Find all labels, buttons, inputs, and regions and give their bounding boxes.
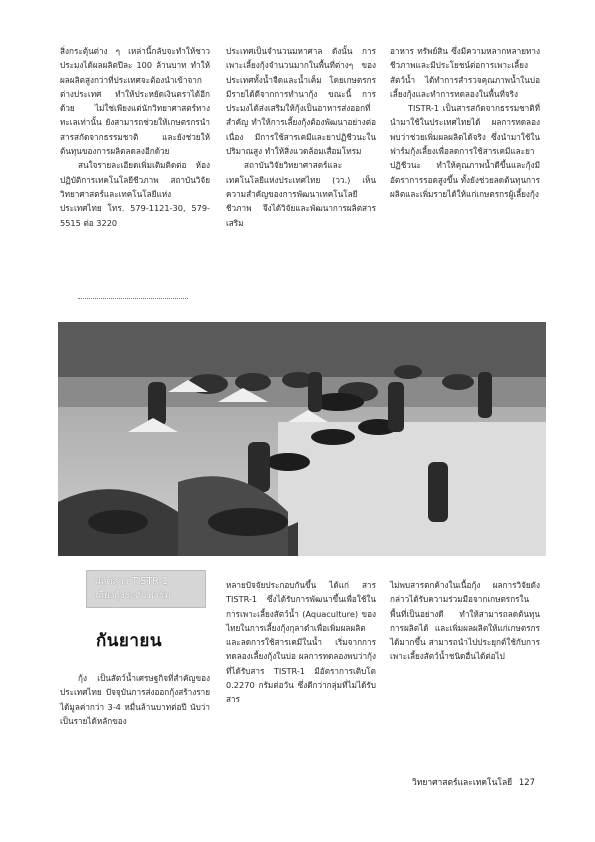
column-top-left <box>60 44 210 230</box>
body-text: สถาบันวิจัยวิทยาศาสตร์และเทคโนโลยีแห่งประเทศไทย (วว.) เห็นความสำคัญของการพัฒนาเทคโนโลยีชีวภาพ จึงได้วิจัยและพัฒนาการผลิตสารเสริม <box>226 160 376 228</box>
column-top-right <box>390 44 540 201</box>
boxed-title <box>86 570 206 608</box>
column-top-mid <box>226 44 376 230</box>
section-heading: กันยายน <box>96 631 163 651</box>
body-text: อาหาร ทรัพย์สิน ซึ่งมีความหลากหลายทางชีวภาพและมีประโยชน์ต่อการเพาะเลี้ยงสัตว์น้ำ ได้ทำการสำรวจคุณภาพน้ำในบ่อเลี้ยงกุ้งและทำการทดลองในพื้นที่จริง <box>390 46 540 99</box>
column-bottom-right <box>390 578 540 664</box>
shrimp-farmers-photo <box>58 322 546 556</box>
page-number: 127 <box>518 778 536 788</box>
boxed-title-line2: เลี้ยงกุ้งระดับฟาร์ม <box>95 590 171 601</box>
column-bottom-left <box>60 671 210 728</box>
body-text: หลายปัจจัยประกอบกันขึ้น ได้แก่ สาร TISTR-1 ซึ่งได้รับการพัฒนาขึ้นเพื่อใช้ในการเพาะเลี้ยงสัตว์น้ำ (Aquaculture) ของไทยในการเลี้ยงกุ้งกุลาดำเพื่อเพิ่มผลผลิตและลดการใช้สารเคมีในน้ำ เริ่มจากการทดลองเลี้ยงกุ้งในบ่อ ผลการทดลองพบว่ากุ้งที่ได้รับสาร TISTR-1 มีอัตราการเติบโต 0.2270 กรัมต่อวัน ซึ่งดีกว่ากลุ่มที่ไม่ได้รับสาร <box>226 580 376 705</box>
body-text: กุ้ง เป็นสัตว์น้ำเศรษฐกิจที่สำคัญของประเทศไทย ปัจจุบันการส่งออกกุ้งสร้างรายได้มูลค่ากว่า 3-4 หมื่นล้านบาทต่อปี นับว่าเป็นรายได้หลักของ <box>60 673 210 726</box>
boxed-title-line1: ผลิตสาร TISTR-1 <box>95 576 168 587</box>
divider <box>78 298 188 299</box>
journal-name: วิทยาศาสตร์และเทคโนโลยี <box>412 778 513 788</box>
body-text: TISTR-1 เป็นสารสกัดจากธรรมชาติที่นำมาใช้ในประเทศไทยได้ ผลการทดลองพบว่าช่วยเพิ่มผลผลิตได้จริง ซึ่งนำมาใช้ในฟาร์มกุ้งเลี้ยงเพื่อลดการใช้สารเคมีและยาปฏิชีวนะ ทำให้คุณภาพน้ำดีขึ้นและกุ้งมีอัตราการรอดสูงขึ้น ทั้งยังช่วยลดต้นทุนการผลิตและเพิ่มรายได้ให้แก่เกษตรกรผู้เลี้ยงกุ้ง <box>390 103 540 199</box>
body-text: ไม่พบสารตกค้างในเนื้อกุ้ง ผลการวิจัยดังกล่าวได้รับความร่วมมือจากเกษตรกรในพื้นที่เป็นอย่างดี ทำให้สามารถลดต้นทุนการผลิตได้ และเพิ่มผลผลิตให้แก่เกษตรกรได้มากขึ้น สามารถนำไปประยุกต์ใช้กับการเพาะเลี้ยงสัตว์น้ำชนิดอื่นได้ต่อไป <box>390 580 540 662</box>
body-text: สิ่งกระตุ้นต่าง ๆ เหล่านี้กลับจะทำให้ชาวประมงได้ผลผลิตปีละ 100 ล้านบาท ทำให้ผลผลิตสูงกว่าที่ประเทศจะต้องนำเข้าจากต่างประเทศ ทำให้ประหยัดเงินตราได้อีกด้วย ไม่ใช่เพียงแต่นักวิทยาศาสตร์ทางทะเลเท่านั้น ยังสามารถช่วยให้เกษตรกรนำสารสกัดจากธรรมชาติ และยังช่วยให้ต้นทุนของการผลิตลดลงอีกด้วย <box>60 46 210 157</box>
page-footer <box>412 775 539 789</box>
photo-illustration <box>58 322 546 556</box>
body-text: ประเทศเป็นจำนวนมหาศาล ดังนั้น การเพาะเลี้ยงกุ้งจำนวนมากในพื้นที่ต่างๆ ของประเทศทั้งน้ำจืดและน้ำเค็ม โดยเกษตรกรมีรายได้ดีจากการทำนากุ้ง ขณะนี้ การประมงได้ส่งเสริมให้กุ้งเป็นอาหารส่งออกที่สำคัญ ทำให้การเลี้ยงกุ้งต้องพัฒนาอย่างต่อเนื่อง มีการใช้สารเคมีและยาปฏิชีวนะในปริมาณสูง ทำให้สิ่งแวดล้อมเสื่อมโทรม <box>226 46 376 157</box>
contact-info: สนใจรายละเอียดเพิ่มเติมติดต่อ ห้องปฏิบัติการเทคโนโลยีชีวภาพ สถาบันวิจัยวิทยาศาสตร์และเทคโนโลยีแห่งประเทศไทย โทร. 579-1121-30, 579-5515 ต่อ 3220 <box>60 160 210 228</box>
column-bottom-mid <box>226 578 376 707</box>
